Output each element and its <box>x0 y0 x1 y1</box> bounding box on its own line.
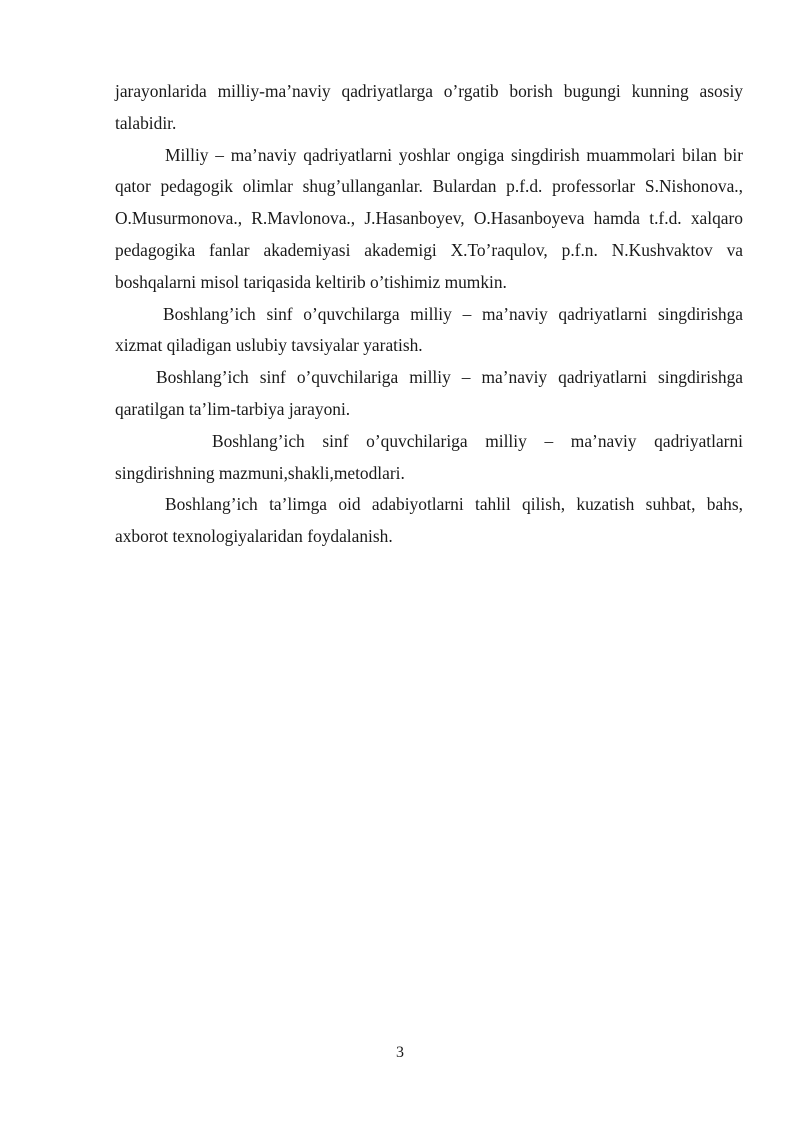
paragraph-methodical-recommendations: Boshlang’ich sinf o’quvchilarga milliy – ma’naviy qadriyatlarni singdirishga xizmat qiladigan uslubiy tavsiyalar yaratish. <box>115 303 743 356</box>
document-body <box>115 76 743 553</box>
paragraph-content-forms-methods: Boshlang’ich sinf o’quvchilariga milliy – ma’naviy qadriyatlarni singdirishning mazmuni,shakli,metodlari. <box>115 430 743 483</box>
paragraph-continuation: jarayonlarida milliy-ma’naviy qadriyatlarga o’rgatib borish bugungi kunning asosiy talabidir. <box>115 81 743 133</box>
paragraph-research-methods: Boshlang’ich ta’limga oid adabiyotlarni tahlil qilish, kuzatish suhbat, bahs, axborot texnologiyalaridan foydalanish. <box>115 494 743 547</box>
paragraph-scholars: Milliy – ma’naviy qadriyatlarni yoshlar ongiga singdirish muammolari bilan bir qator pedagogik olimlar shug’ullanganlar. Bulardan p.f.d. professorlar S.Nishonova., O.Musurmonova., R.Mavlonova., J.Hasanboyev, O.Hasanboyeva hamda t.f.d. xalqaro pedagogika fanlar akademiyasi akademigi X.To’raqulov, p.f.n. N.Kushvaktov va boshqalarni misol tariqasida keltirib o’tishimiz mumkin. <box>115 144 743 292</box>
paragraph-educational-process: Boshlang’ich sinf o’quvchilariga milliy – ma’naviy qadriyatlarni singdirishga qaratilgan ta’lim-tarbiya jarayoni. <box>115 367 743 419</box>
page-number: 3 <box>396 1044 404 1061</box>
